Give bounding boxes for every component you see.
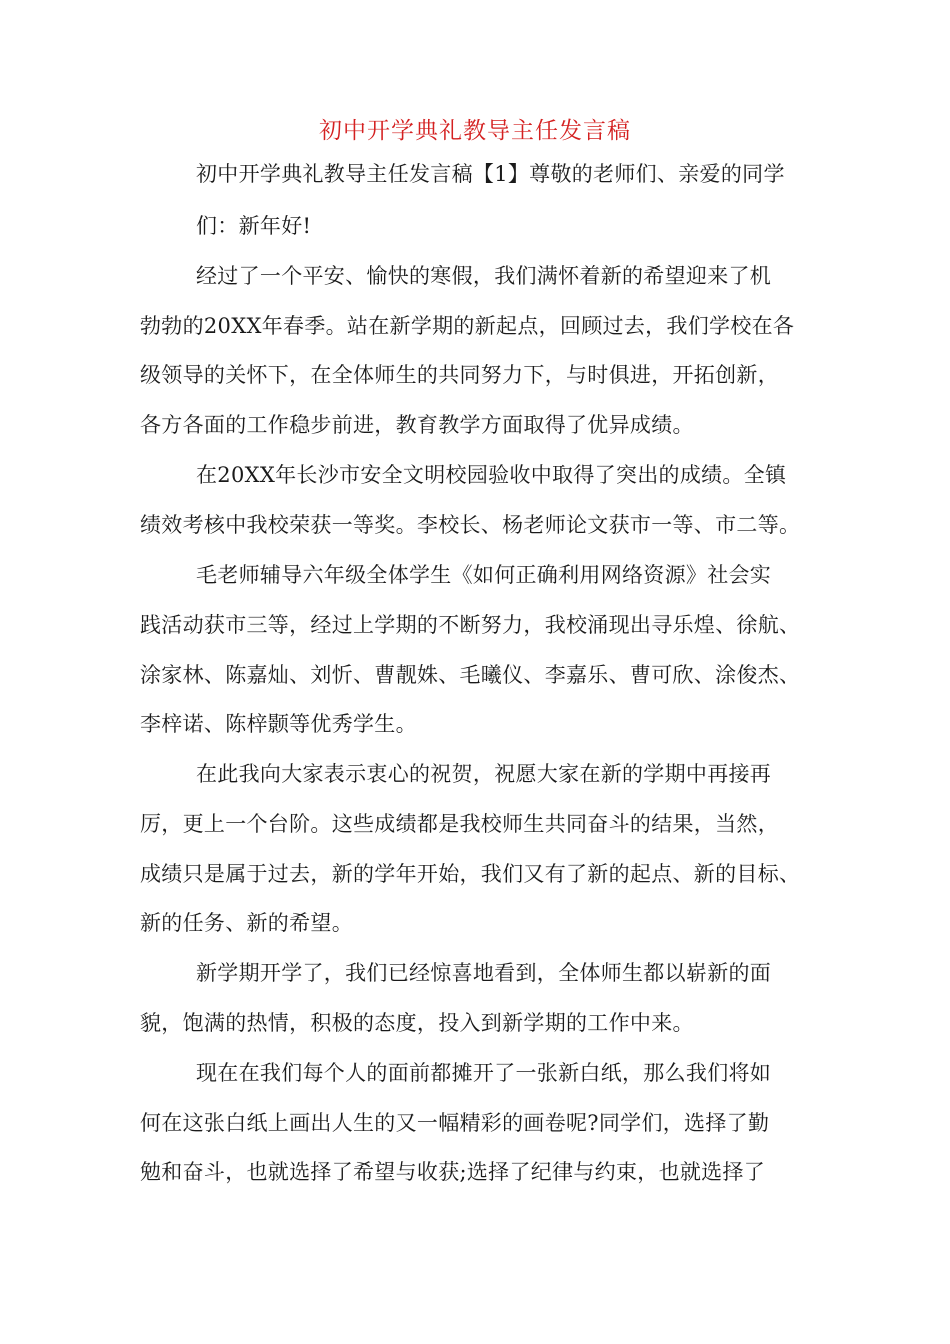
text-line: 们：新年好! (196, 214, 312, 238)
text-line: 各方各面的工作稳步前进，教育教学方面取得了优异成绩。 (140, 413, 694, 437)
text-line: 涂家林、陈嘉灿、刘忻、曹靓姝、毛曦仪、李嘉乐、曹可欣、涂俊杰、 (140, 663, 801, 687)
text-line: 践活动获市三等，经过上学期的不断努力，我校涌现出寻乐煌、徐航、 (140, 613, 801, 637)
text-line: 在此我向大家表示衷心的祝贺，祝愿大家在新的学期中再接再 (196, 762, 772, 786)
page-title: 初中开学典礼教导主任发言稿 (319, 118, 631, 144)
text-line: 成绩只是属于过去，新的学年开始，我们又有了新的起点、新的目标、 (140, 862, 801, 886)
text-line: 貌，饱满的热情，积极的态度，投入到新学期的工作中来。 (140, 1011, 694, 1035)
text-line: 经过了一个平安、愉快的寒假，我们满怀着新的希望迎来了机 (196, 264, 772, 288)
text-line: 新学期开学了，我们已经惊喜地看到，全体师生都以崭新的面 (196, 961, 772, 985)
text-line: 现在在我们每个人的面前都摊开了一张新白纸，那么我们将如 (196, 1061, 772, 1085)
text-line: 厉，更上一个台阶。这些成绩都是我校师生共同奋斗的结果，当然， (140, 812, 779, 836)
text-line: 在20XX年长沙市安全文明校园验收中取得了突出的成绩。全镇 (196, 463, 787, 487)
text-line: 绩效考核中我校荣获一等奖。李校长、杨老师论文获市一等、市二等。 (140, 513, 801, 537)
text-line: 毛老师辅导六年级全体学生《如何正确利用网络资源》社会实 (196, 563, 772, 587)
text-line: 勉和奋斗，也就选择了希望与收获;选择了纪律与约束，也就选择了 (140, 1160, 766, 1184)
text-line: 新的任务、新的希望。 (140, 911, 353, 935)
text-line: 初中开学典礼教导主任发言稿【1】尊敬的老师们、亲爱的同学 (196, 162, 785, 186)
text-line: 何在这张白纸上画出人生的又一幅精彩的画卷呢?同学们，选择了勤 (140, 1111, 770, 1135)
text-line: 李梓诺、陈梓颢等优秀学生。 (140, 712, 417, 736)
text-line: 勃勃的20XX年春季。站在新学期的新起点，回顾过去，我们学校在各 (140, 314, 795, 338)
text-line: 级领导的关怀下，在全体师生的共同努力下，与时俱进，开拓创新， (140, 363, 779, 387)
